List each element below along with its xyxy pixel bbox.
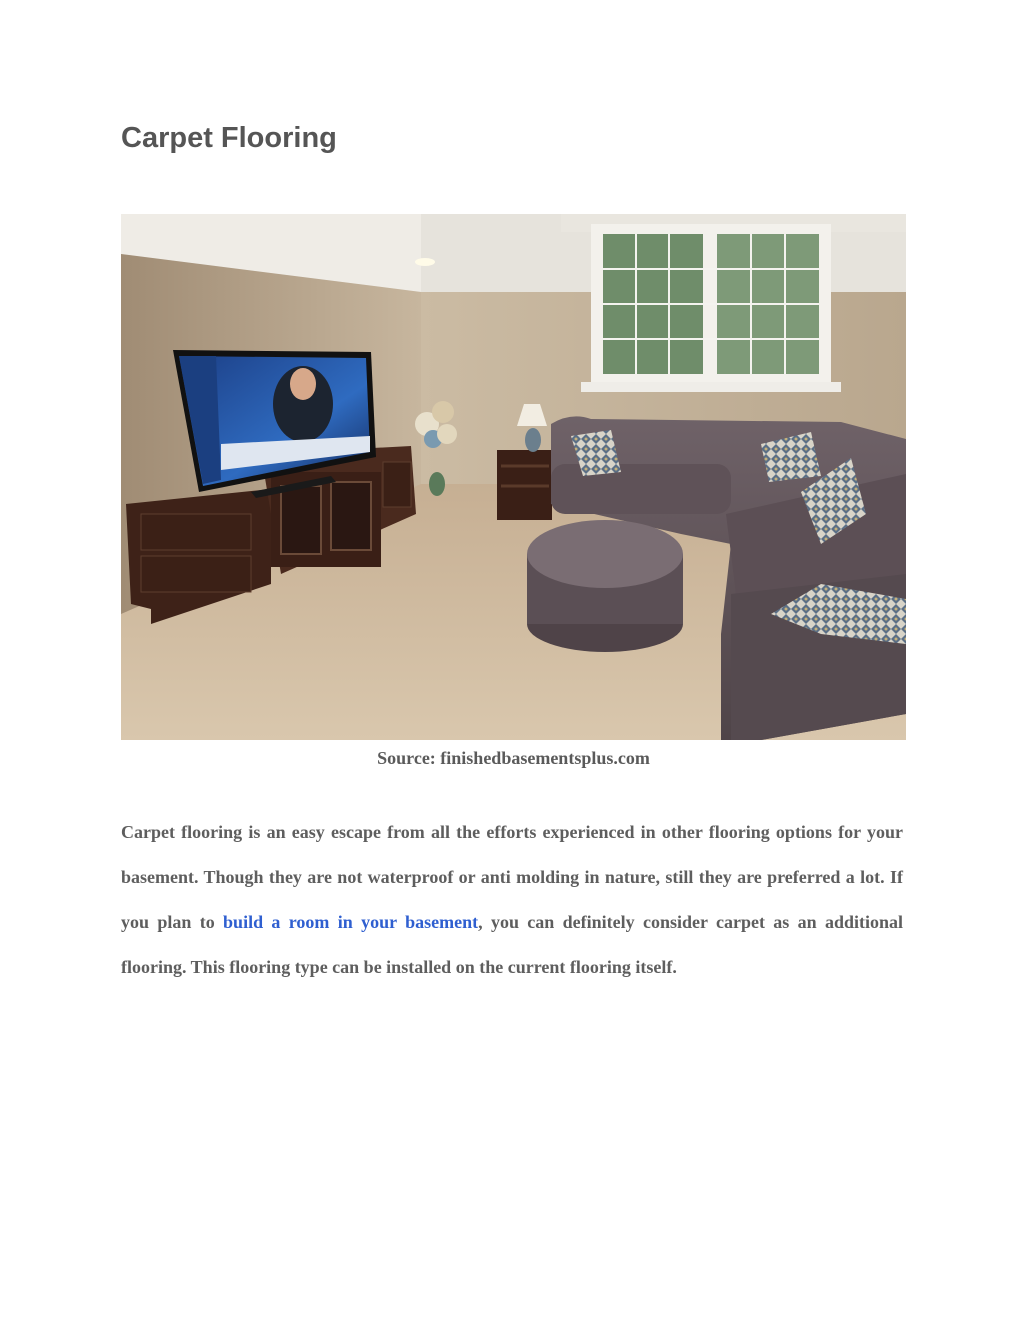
image-caption: Source: finishedbasementsplus.com	[377, 748, 650, 768]
body-paragraph	[121, 810, 903, 990]
paragraph-text-before-link: Carpet flooring is an easy escape from all the efforts experienced in other flooring options for your basement. Though they are not waterproof or anti molding in nature, still they are preferred a lot. If you plan to	[121, 822, 903, 932]
basement-photo	[121, 214, 906, 740]
page-title: Carpet Flooring	[121, 122, 337, 154]
paragraph-text-after-link: , you can definitely consider carpet as an additional flooring. This flooring type can be installed on the current flooring itself.	[121, 912, 903, 977]
build-room-link[interactable]: build a room in your basement	[223, 912, 479, 932]
